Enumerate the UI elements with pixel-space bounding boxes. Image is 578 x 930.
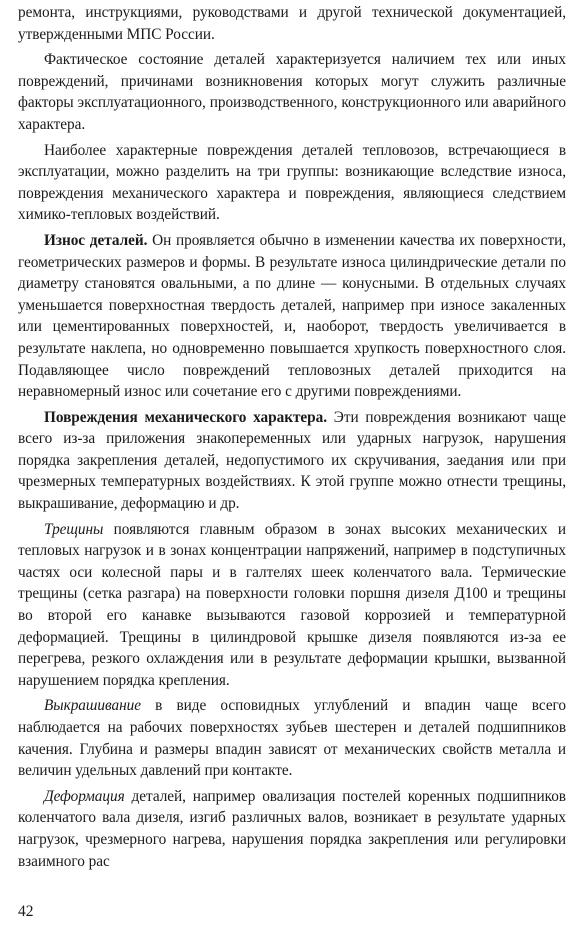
term-cracks: Трещины (44, 520, 104, 538)
section-heading-mechanical: Повреждения механического характера. (44, 408, 327, 426)
paragraph-text: в виде осповидных углублений и впадин чаще всего наблюдается на рабочих поверхностях зубьев шестерен и деталей подшипников качения. Глубина и размеры впадин зависят от механических свойств металла и величин удельных давлений при контакте. (18, 697, 566, 780)
page-number: 42 (18, 903, 34, 920)
paragraph-actual-condition (18, 49, 566, 135)
page-text (18, 2, 566, 872)
book-page (18, 0, 566, 930)
term-deformation: Деформация (44, 787, 125, 805)
paragraph-cracks (18, 519, 566, 692)
section-heading-wear: Износ деталей. (44, 231, 148, 249)
paragraph-wear (18, 230, 566, 403)
paragraph-mechanical-damage (18, 407, 566, 515)
paragraph-text: Эти повреждения возникают чаще всего из-за приложения знакопеременных или ударных нагрузок, нарушения порядка закрепления деталей, недопустимого их скручивания, заедания или при чрезмерных температурных воздействиях. К этой группе можно отнести трещины, выкрашивание, деформацию и др. (18, 408, 566, 513)
paragraph-text: Он проявляется обычно в изменении качества их поверхности, геометрических размеров и формы. В результате износа цилиндрические детали по диаметру становятся овальными, а по длине — конусными. В отдельных случаях уменьшается поверхностная твердость деталей, например при износе закаленных или цементированных поверхностей, и, наоборот, твердость увеличивается в результате наклепа, но одновременно повышается хрупкость поверхностного слоя. Подавляющее число повреждений тепловозных деталей приходится на неравномерный износ или сочетание его с другими повреждениями. (18, 231, 566, 401)
paragraph-damage-groups (18, 140, 566, 226)
paragraph-text: Наиболее характерные повреждения деталей тепловозов, встречающиеся в эксплуатации, можно разделить на три группы: возникающие вследствие износа, повреждения механического характера и повреждения, являющиеся следствием химико-тепловых воздействий. (18, 141, 566, 224)
paragraph-text: Фактическое состояние деталей характеризуется наличием тех или иных повреждений, причинами возникновения которых могут служить различные факторы эксплуатационного, производственного, конструкционного или аварийного характера. (18, 51, 566, 133)
paragraph-text: появляются главным образом в зонах высоких механических и тепловых нагрузок и в зонах концентрации напряжений, например в подступичных частях оси колесной пары и в галтелях шеек коленчатого вала. Термические трещины (сетка разгара) на поверхности головки поршня дизеля Д100 и трещины во второй его канавке вызываются газовой коррозией и температурной деформацией. Трещины в цилиндровой крышке дизеля появляются из-за ее перегрева, резкого охлаждения или в результате деформации крышки, вызванной нарушением порядка крепления. (18, 520, 566, 689)
paragraph-spalling (18, 695, 566, 781)
paragraph-continuation (18, 2, 566, 45)
paragraph-deformation (18, 786, 566, 872)
paragraph-text: ремонта, инструкциями, руководствами и другой технической документацией, утвержденными МПС России. (18, 4, 566, 43)
paragraph-text: деталей, например овализация постелей коренных подшипников коленчатого вала дизеля, изгиб различных валов, возникает в результате ударных нагрузок, чрезмерного нагрева, нарушения порядка закрепления или регулировки взаимного рас (18, 787, 566, 870)
term-spalling: Выкрашивание (44, 697, 141, 715)
